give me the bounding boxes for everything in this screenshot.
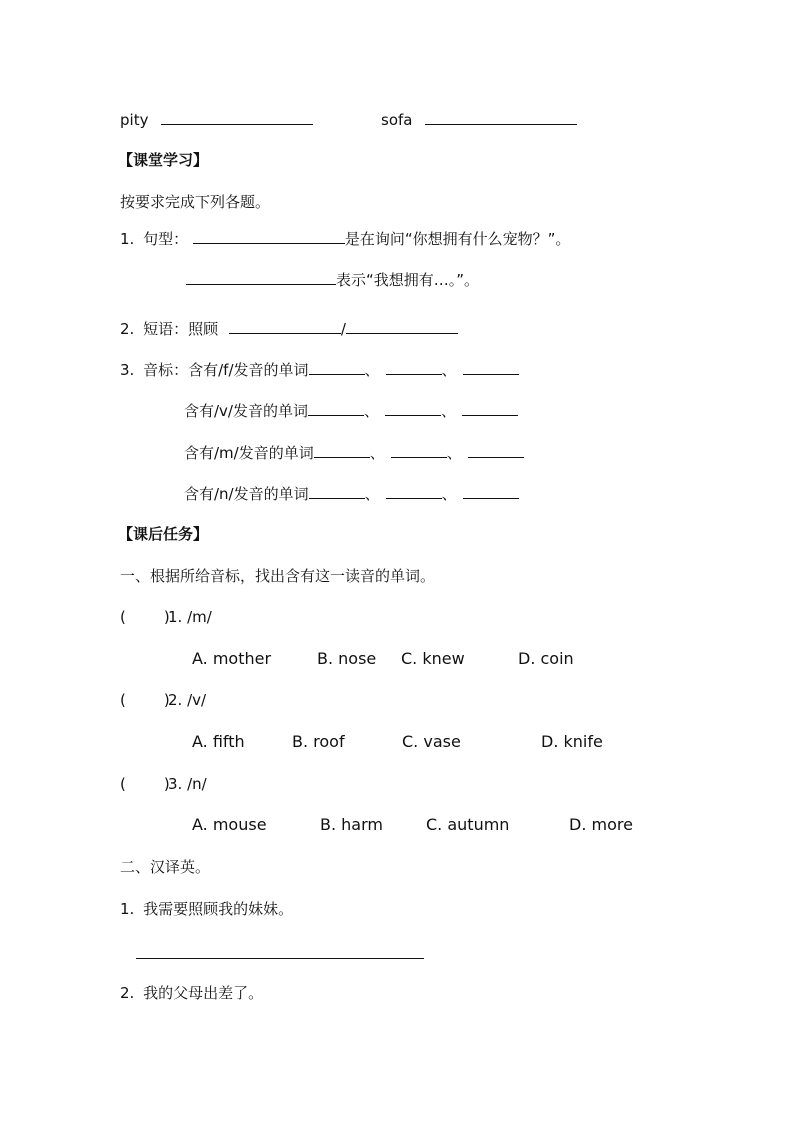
section-title-classroom: 【课堂学习】: [118, 151, 209, 169]
answer-blank[interactable]: [161, 108, 313, 125]
choice-question-3: [120, 774, 207, 794]
choice-question-1: [120, 607, 212, 627]
option-c[interactable]: C. knew: [401, 649, 465, 668]
slash: /: [340, 320, 346, 338]
answer-blank[interactable]: [391, 441, 447, 458]
question-label: 音标：: [143, 361, 189, 379]
answer-blank[interactable]: [425, 108, 577, 125]
answer-blank[interactable]: [309, 482, 365, 499]
separator: 、: [364, 485, 380, 503]
option-a[interactable]: A. mouse: [192, 815, 267, 834]
separator: 、: [441, 402, 457, 420]
answer-blank[interactable]: [386, 482, 442, 499]
question-2: [120, 317, 458, 339]
option-d[interactable]: D. coin: [518, 649, 574, 668]
option-b[interactable]: B. harm: [320, 815, 383, 834]
paren-close: ): [163, 775, 170, 793]
phonetic-row-label: 含有/m/发音的单词: [184, 444, 314, 462]
question-text: 我需要照顾我的妹妹。: [143, 900, 294, 918]
separator: 、: [369, 444, 385, 462]
answer-bracket[interactable]: [120, 690, 170, 710]
question-number: 3.: [120, 361, 135, 379]
question-number: 1.: [120, 900, 135, 918]
question-stem: 1. /m/: [168, 608, 212, 626]
vocab-word-sofa: sofa: [381, 111, 413, 129]
translate-question-1: [120, 899, 293, 919]
separator: 、: [446, 444, 462, 462]
question-label: 句型：: [143, 230, 189, 248]
separator: 、: [441, 361, 457, 379]
question-1: [120, 227, 570, 249]
option-d[interactable]: D. knife: [541, 732, 603, 751]
option-b[interactable]: B. roof: [292, 732, 345, 751]
translate-question-2: [120, 983, 263, 1003]
answer-blank[interactable]: [346, 317, 458, 334]
question-stem: 2. /v/: [168, 691, 207, 709]
answer-blank[interactable]: [386, 358, 442, 375]
answer-blank[interactable]: [463, 482, 519, 499]
phonetic-row-label: 含有/f/发音的单词: [188, 361, 309, 379]
question-text: 表示“我想拥有…。”。: [336, 271, 480, 289]
choice-question-2: [120, 690, 206, 710]
question-label: 短语：照顾: [143, 320, 219, 338]
answer-blank[interactable]: [314, 441, 370, 458]
question-text: 是在询问“你想拥有什么宠物？”。: [344, 230, 571, 248]
paren-close: ): [163, 691, 170, 709]
paren-open: (: [120, 775, 126, 793]
question-number: 2.: [120, 320, 135, 338]
answer-blank[interactable]: [468, 441, 524, 458]
question-number: 2.: [120, 984, 135, 1002]
question-number: 1.: [120, 230, 135, 248]
paren-open: (: [120, 608, 126, 626]
vocab-line-2: [381, 108, 577, 130]
answer-blank[interactable]: [309, 358, 365, 375]
phonetic-row: [184, 441, 524, 463]
phonetic-row-label: 含有/n/发音的单词: [184, 485, 309, 503]
question-3: [120, 358, 519, 380]
option-a[interactable]: A. mother: [192, 649, 272, 668]
answer-blank[interactable]: [462, 399, 518, 416]
phonetic-row-label: 含有/v/发音的单词: [184, 402, 308, 420]
answer-bracket[interactable]: [120, 774, 170, 794]
answer-blank[interactable]: [229, 317, 341, 334]
part-1-title: 一、根据所给音标，找出含有这一读音的单词。: [120, 567, 436, 585]
part-2-title: 二、汉译英。: [120, 858, 211, 876]
phonetic-row: [184, 482, 519, 504]
answer-blank[interactable]: [463, 358, 519, 375]
answer-blank[interactable]: [193, 227, 345, 244]
phonetic-row: [184, 399, 518, 421]
paren-close: ): [163, 608, 170, 626]
question-stem: 3. /n/: [168, 775, 207, 793]
separator: 、: [364, 361, 380, 379]
question-1-line-2: [186, 268, 479, 290]
vocab-word-pity: pity: [120, 111, 149, 129]
option-a[interactable]: A. fifth: [192, 732, 245, 751]
vocab-line: [120, 108, 313, 130]
answer-line[interactable]: [136, 958, 424, 959]
option-c[interactable]: C. vase: [402, 732, 461, 751]
answer-blank[interactable]: [186, 268, 336, 285]
separator: 、: [364, 402, 380, 420]
option-b[interactable]: B. nose: [317, 649, 377, 668]
separator: 、: [441, 485, 457, 503]
answer-blank[interactable]: [308, 399, 364, 416]
answer-blank[interactable]: [385, 399, 441, 416]
paren-open: (: [120, 691, 126, 709]
option-d[interactable]: D. more: [569, 815, 633, 834]
answer-bracket[interactable]: [120, 607, 170, 627]
instruction-text: 按要求完成下列各题。: [120, 193, 271, 211]
question-text: 我的父母出差了。: [143, 984, 264, 1002]
section-title-homework: 【课后任务】: [118, 525, 209, 543]
option-c[interactable]: C. autumn: [426, 815, 510, 834]
